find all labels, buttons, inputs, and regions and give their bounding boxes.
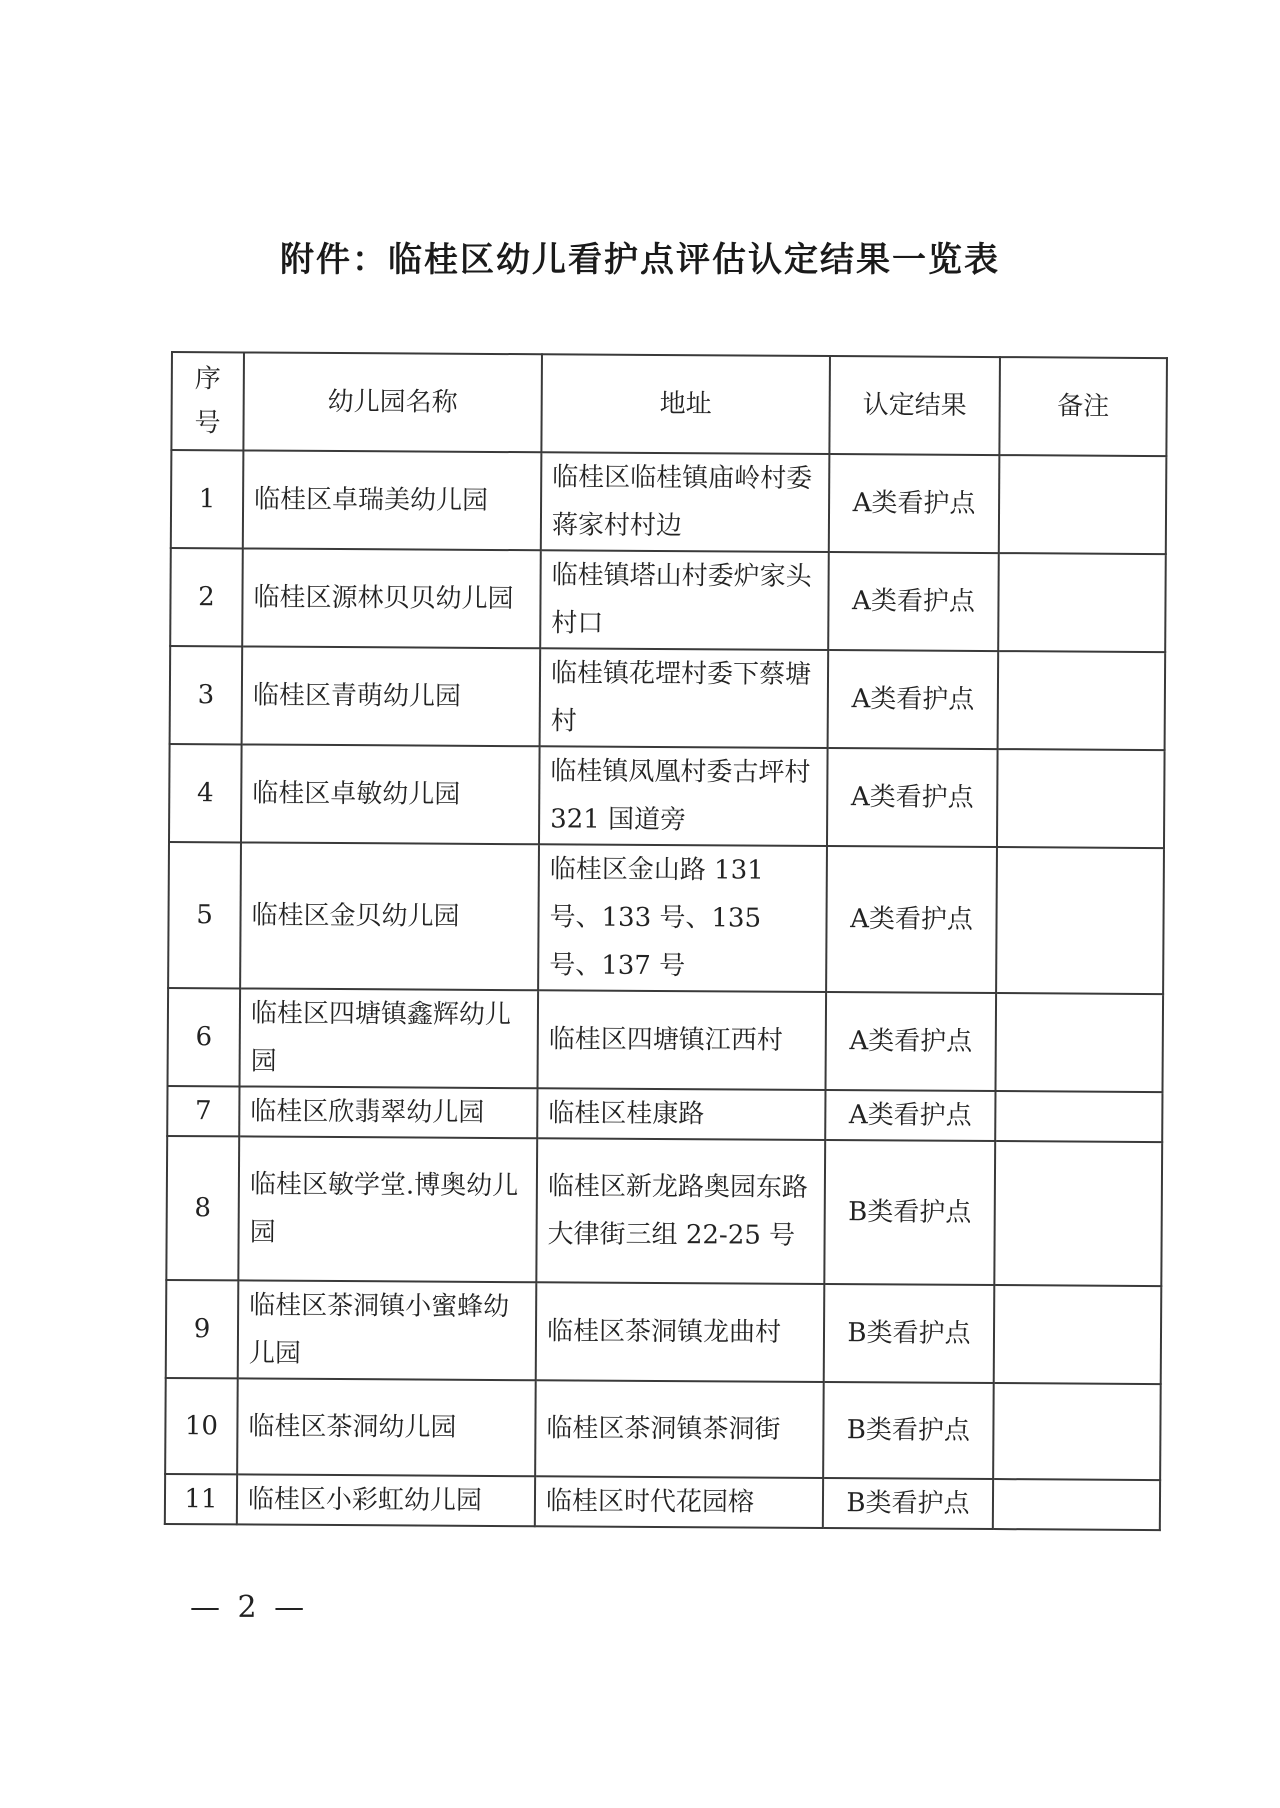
cell-name: 临桂区源林贝贝幼儿园 <box>242 548 541 648</box>
results-table <box>164 351 1168 1531</box>
cell-note <box>998 651 1166 750</box>
cell-address: 临桂区新龙路奥园东路大律街三组 22-25 号 <box>536 1138 825 1284</box>
cell-name: 临桂区卓瑞美幼儿园 <box>243 450 542 550</box>
cell-note <box>998 553 1166 652</box>
cell-address: 临桂区茶洞镇茶洞街 <box>535 1380 824 1478</box>
cell-address: 临桂镇花堽村委下蔡塘村 <box>540 648 829 748</box>
cell-name: 临桂区青萌幼儿园 <box>242 646 541 746</box>
cell-name: 临桂区茶洞镇小蜜蜂幼儿园 <box>238 1280 537 1380</box>
cell-no: 1 <box>171 450 244 548</box>
table-row <box>167 1086 1162 1142</box>
cell-no: 9 <box>166 1280 239 1378</box>
cell-address: 临桂镇塔山村委炉家头村口 <box>540 550 829 650</box>
cell-note <box>999 455 1167 554</box>
table-row <box>169 744 1165 848</box>
cell-name: 临桂区四塘镇鑫辉幼儿园 <box>240 988 539 1088</box>
document-title: 附件：临桂区幼儿看护点评估认定结果一览表 <box>280 240 1000 280</box>
cell-result: A类看护点 <box>827 748 998 847</box>
cell-no: 7 <box>167 1086 239 1136</box>
cell-address: 临桂区时代花园榕 <box>535 1476 823 1528</box>
cell-note <box>993 1479 1160 1530</box>
table-header-row <box>171 352 1167 456</box>
table-row <box>168 988 1164 1092</box>
cell-address: 临桂区金山路 131 号、133 号、135 号、137 号 <box>538 844 827 992</box>
table-row <box>165 1378 1161 1480</box>
cell-name: 临桂区敏学堂.博奥幼儿园 <box>238 1136 537 1282</box>
table-row <box>170 646 1166 750</box>
cell-address: 临桂区四塘镇江西村 <box>538 990 827 1090</box>
cell-address: 临桂区临桂镇庙岭村委蒋家村村边 <box>541 452 830 552</box>
cell-note <box>995 1091 1162 1142</box>
cell-note <box>997 749 1165 848</box>
cell-result: A类看护点 <box>826 846 997 993</box>
cell-name: 临桂区小彩虹幼儿园 <box>237 1474 535 1526</box>
cell-result: B类看护点 <box>823 1478 993 1529</box>
cell-note <box>993 1383 1161 1480</box>
table-row <box>166 1280 1162 1384</box>
cell-no: 11 <box>165 1474 237 1524</box>
cell-no: 8 <box>166 1136 239 1280</box>
cell-note <box>995 993 1163 1092</box>
cell-address: 临桂区桂康路 <box>537 1088 825 1140</box>
page-number: — 2 — <box>190 1590 309 1625</box>
cell-no: 6 <box>168 988 241 1086</box>
cell-result: A类看护点 <box>828 650 999 749</box>
cell-no: 10 <box>165 1378 238 1474</box>
cell-name: 临桂区卓敏幼儿园 <box>241 744 540 844</box>
header-address: 地址 <box>541 354 830 454</box>
header-result: 认定结果 <box>829 356 1000 455</box>
cell-no: 4 <box>169 744 242 842</box>
cell-result: A类看护点 <box>825 992 996 1091</box>
header-no: 序号 <box>171 352 244 450</box>
table-row <box>171 450 1167 554</box>
header-note: 备注 <box>999 357 1167 456</box>
cell-name: 临桂区茶洞幼儿园 <box>237 1378 536 1476</box>
cell-result: A类看护点 <box>825 1090 995 1141</box>
cell-no: 2 <box>170 548 243 646</box>
cell-result: B类看护点 <box>824 1140 995 1285</box>
cell-address: 临桂区茶洞镇龙曲村 <box>536 1282 825 1382</box>
cell-result: A类看护点 <box>829 454 1000 553</box>
cell-no: 3 <box>170 646 243 744</box>
cell-name: 临桂区金贝幼儿园 <box>240 842 539 990</box>
table-row <box>165 1474 1160 1530</box>
cell-address: 临桂镇凤凰村委古坪村 321 国道旁 <box>539 746 828 846</box>
cell-result: A类看护点 <box>828 552 999 651</box>
table-row <box>166 1136 1162 1286</box>
cell-note <box>994 1285 1162 1384</box>
cell-note <box>996 847 1164 994</box>
cell-no: 5 <box>168 842 241 988</box>
header-name: 幼儿园名称 <box>243 352 542 452</box>
cell-note <box>994 1141 1162 1286</box>
table-row <box>168 842 1164 994</box>
table-row <box>170 548 1166 652</box>
cell-result: B类看护点 <box>824 1284 995 1383</box>
cell-result: B类看护点 <box>823 1382 994 1479</box>
cell-name: 临桂区欣翡翠幼儿园 <box>239 1086 537 1138</box>
